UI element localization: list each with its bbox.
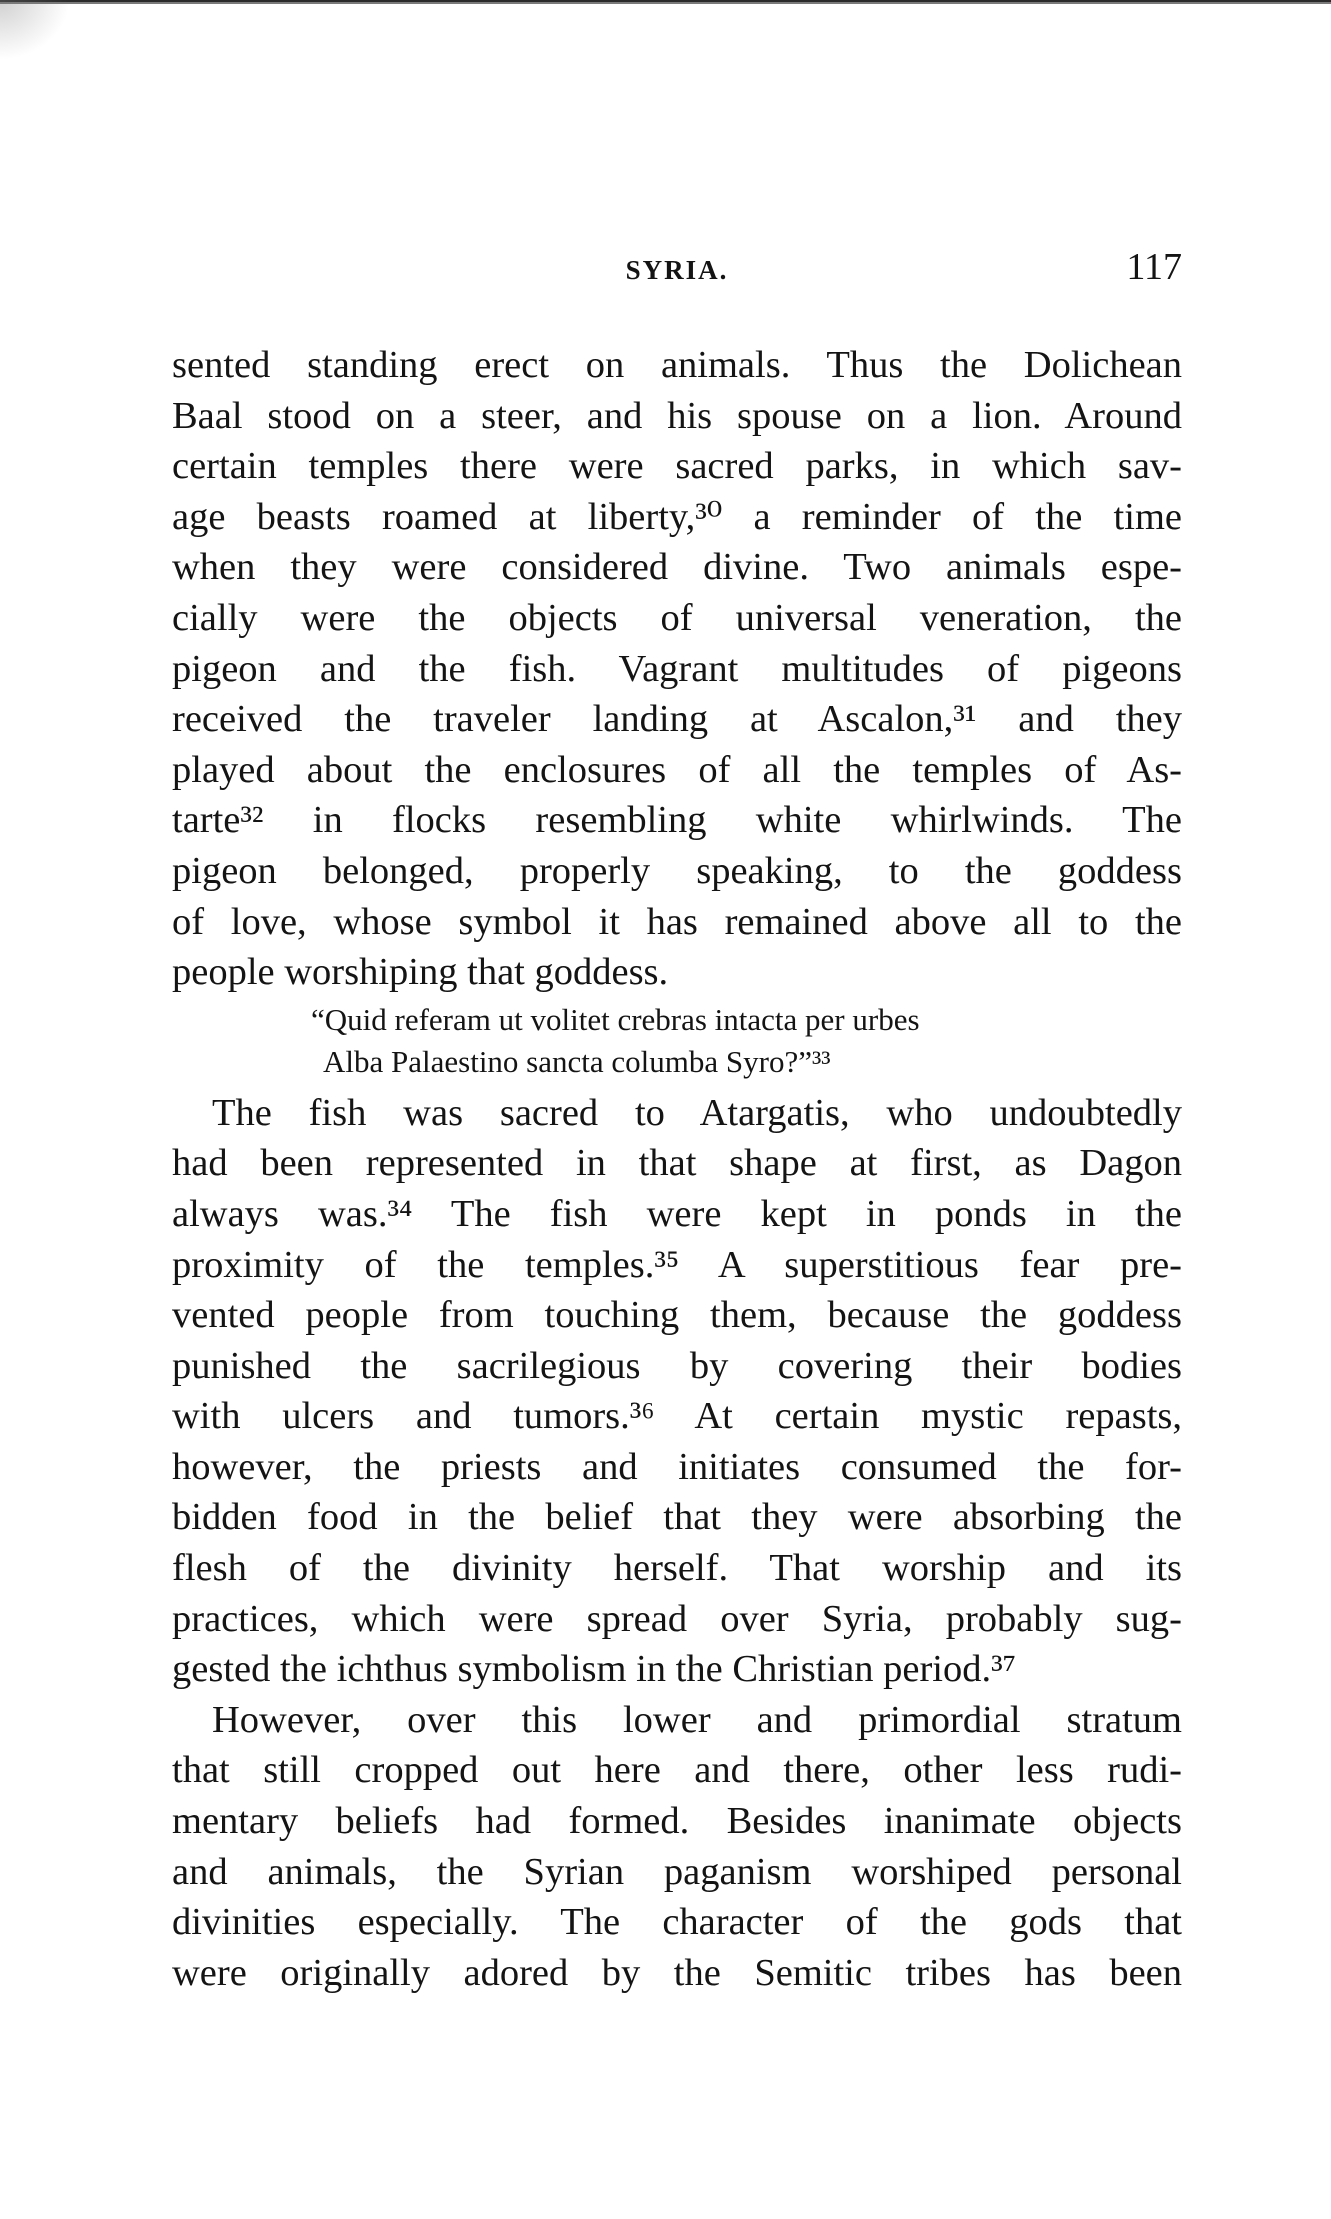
- text-line: proximity of the temples.³⁵ A superstitious fear pre-: [172, 1243, 1182, 1286]
- text-line: sented standing erect on animals. Thus the Dolichean: [172, 344, 1182, 386]
- text-line: certain temples there were sacred parks, in which sav-: [172, 445, 1182, 488]
- page-body: [172, 340, 1182, 1998]
- text-line: mentary beliefs had formed. Besides inanimate objects: [172, 1800, 1182, 1843]
- text-line: gested the ichthus symbolism in the Christian period.³⁷: [172, 1648, 1017, 1691]
- text-line: however, the priests and initiates consumed the for-: [172, 1445, 1182, 1488]
- text-line: played about the enclosures of all the temples of As-: [172, 748, 1182, 791]
- quote-line: Alba Palaestino sancta columba Syro?”³³: [323, 1043, 831, 1079]
- text-line: practices, which were spread over Syria, probably sug-: [172, 1597, 1182, 1640]
- text-line: and animals, the Syrian paganism worshiped personal: [172, 1850, 1182, 1893]
- running-head: [172, 245, 1182, 295]
- page-number: 117: [1126, 246, 1182, 288]
- text-line: divinities especially. The character of the gods that: [172, 1901, 1182, 1944]
- text-line: of love, whose symbol it has remained above all to the: [172, 900, 1182, 943]
- text-line: always was.³⁴ The fish were kept in ponds in the: [172, 1192, 1182, 1235]
- paragraph-2: [172, 1088, 1182, 1695]
- text-line: cially were the objects of universal veneration, the: [172, 596, 1182, 639]
- text-line: had been represented in that shape at first, as Dagon: [172, 1142, 1182, 1185]
- paragraph-3: [172, 1695, 1182, 1999]
- text-line: that still cropped out here and there, other less rudi-: [172, 1749, 1182, 1792]
- text-line: people worshiping that goddess.: [172, 951, 669, 994]
- text-line: pigeon and the fish. Vagrant multitudes of pigeons: [172, 647, 1182, 690]
- text-line: flesh of the divinity herself. That worship and its: [172, 1547, 1182, 1590]
- text-line: punished the sacrilegious by covering their bodies: [172, 1344, 1182, 1387]
- text-line: age beasts roamed at liberty,³⁰ a reminder of the time: [172, 495, 1182, 538]
- text-line: However, over this lower and primordial stratum: [212, 1698, 1182, 1741]
- text-line: vented people from touching them, because the goddess: [172, 1294, 1182, 1337]
- text-line: The fish was sacred to Atargatis, who undoubtedly: [212, 1091, 1182, 1134]
- text-line: when they were considered divine. Two animals espe-: [172, 546, 1182, 589]
- paragraph-1: [172, 340, 1182, 998]
- text-line: pigeon belonged, properly speaking, to the goddess: [172, 849, 1182, 892]
- text-line: were originally adored by the Semitic tribes has been: [172, 1951, 1182, 1994]
- scan-edge: [0, 0, 1331, 8]
- text-line: tarte³² in flocks resembling white whirlwinds. The: [172, 799, 1182, 842]
- text-line: with ulcers and tumors.³⁶ At certain mystic repasts,: [172, 1395, 1182, 1438]
- text-line: Baal stood on a steer, and his spouse on a lion. Around: [172, 394, 1182, 437]
- running-title: SYRIA.: [625, 255, 729, 285]
- text-line: bidden food in the belief that they were absorbing the: [172, 1496, 1182, 1539]
- latin-quotation: [172, 999, 1182, 1083]
- quote-line: “Quid referam ut volitet crebras intacta per urbes: [311, 1001, 920, 1037]
- text-line: received the traveler landing at Ascalon,³¹ and they: [172, 698, 1182, 741]
- scan-smudge: [0, 0, 70, 60]
